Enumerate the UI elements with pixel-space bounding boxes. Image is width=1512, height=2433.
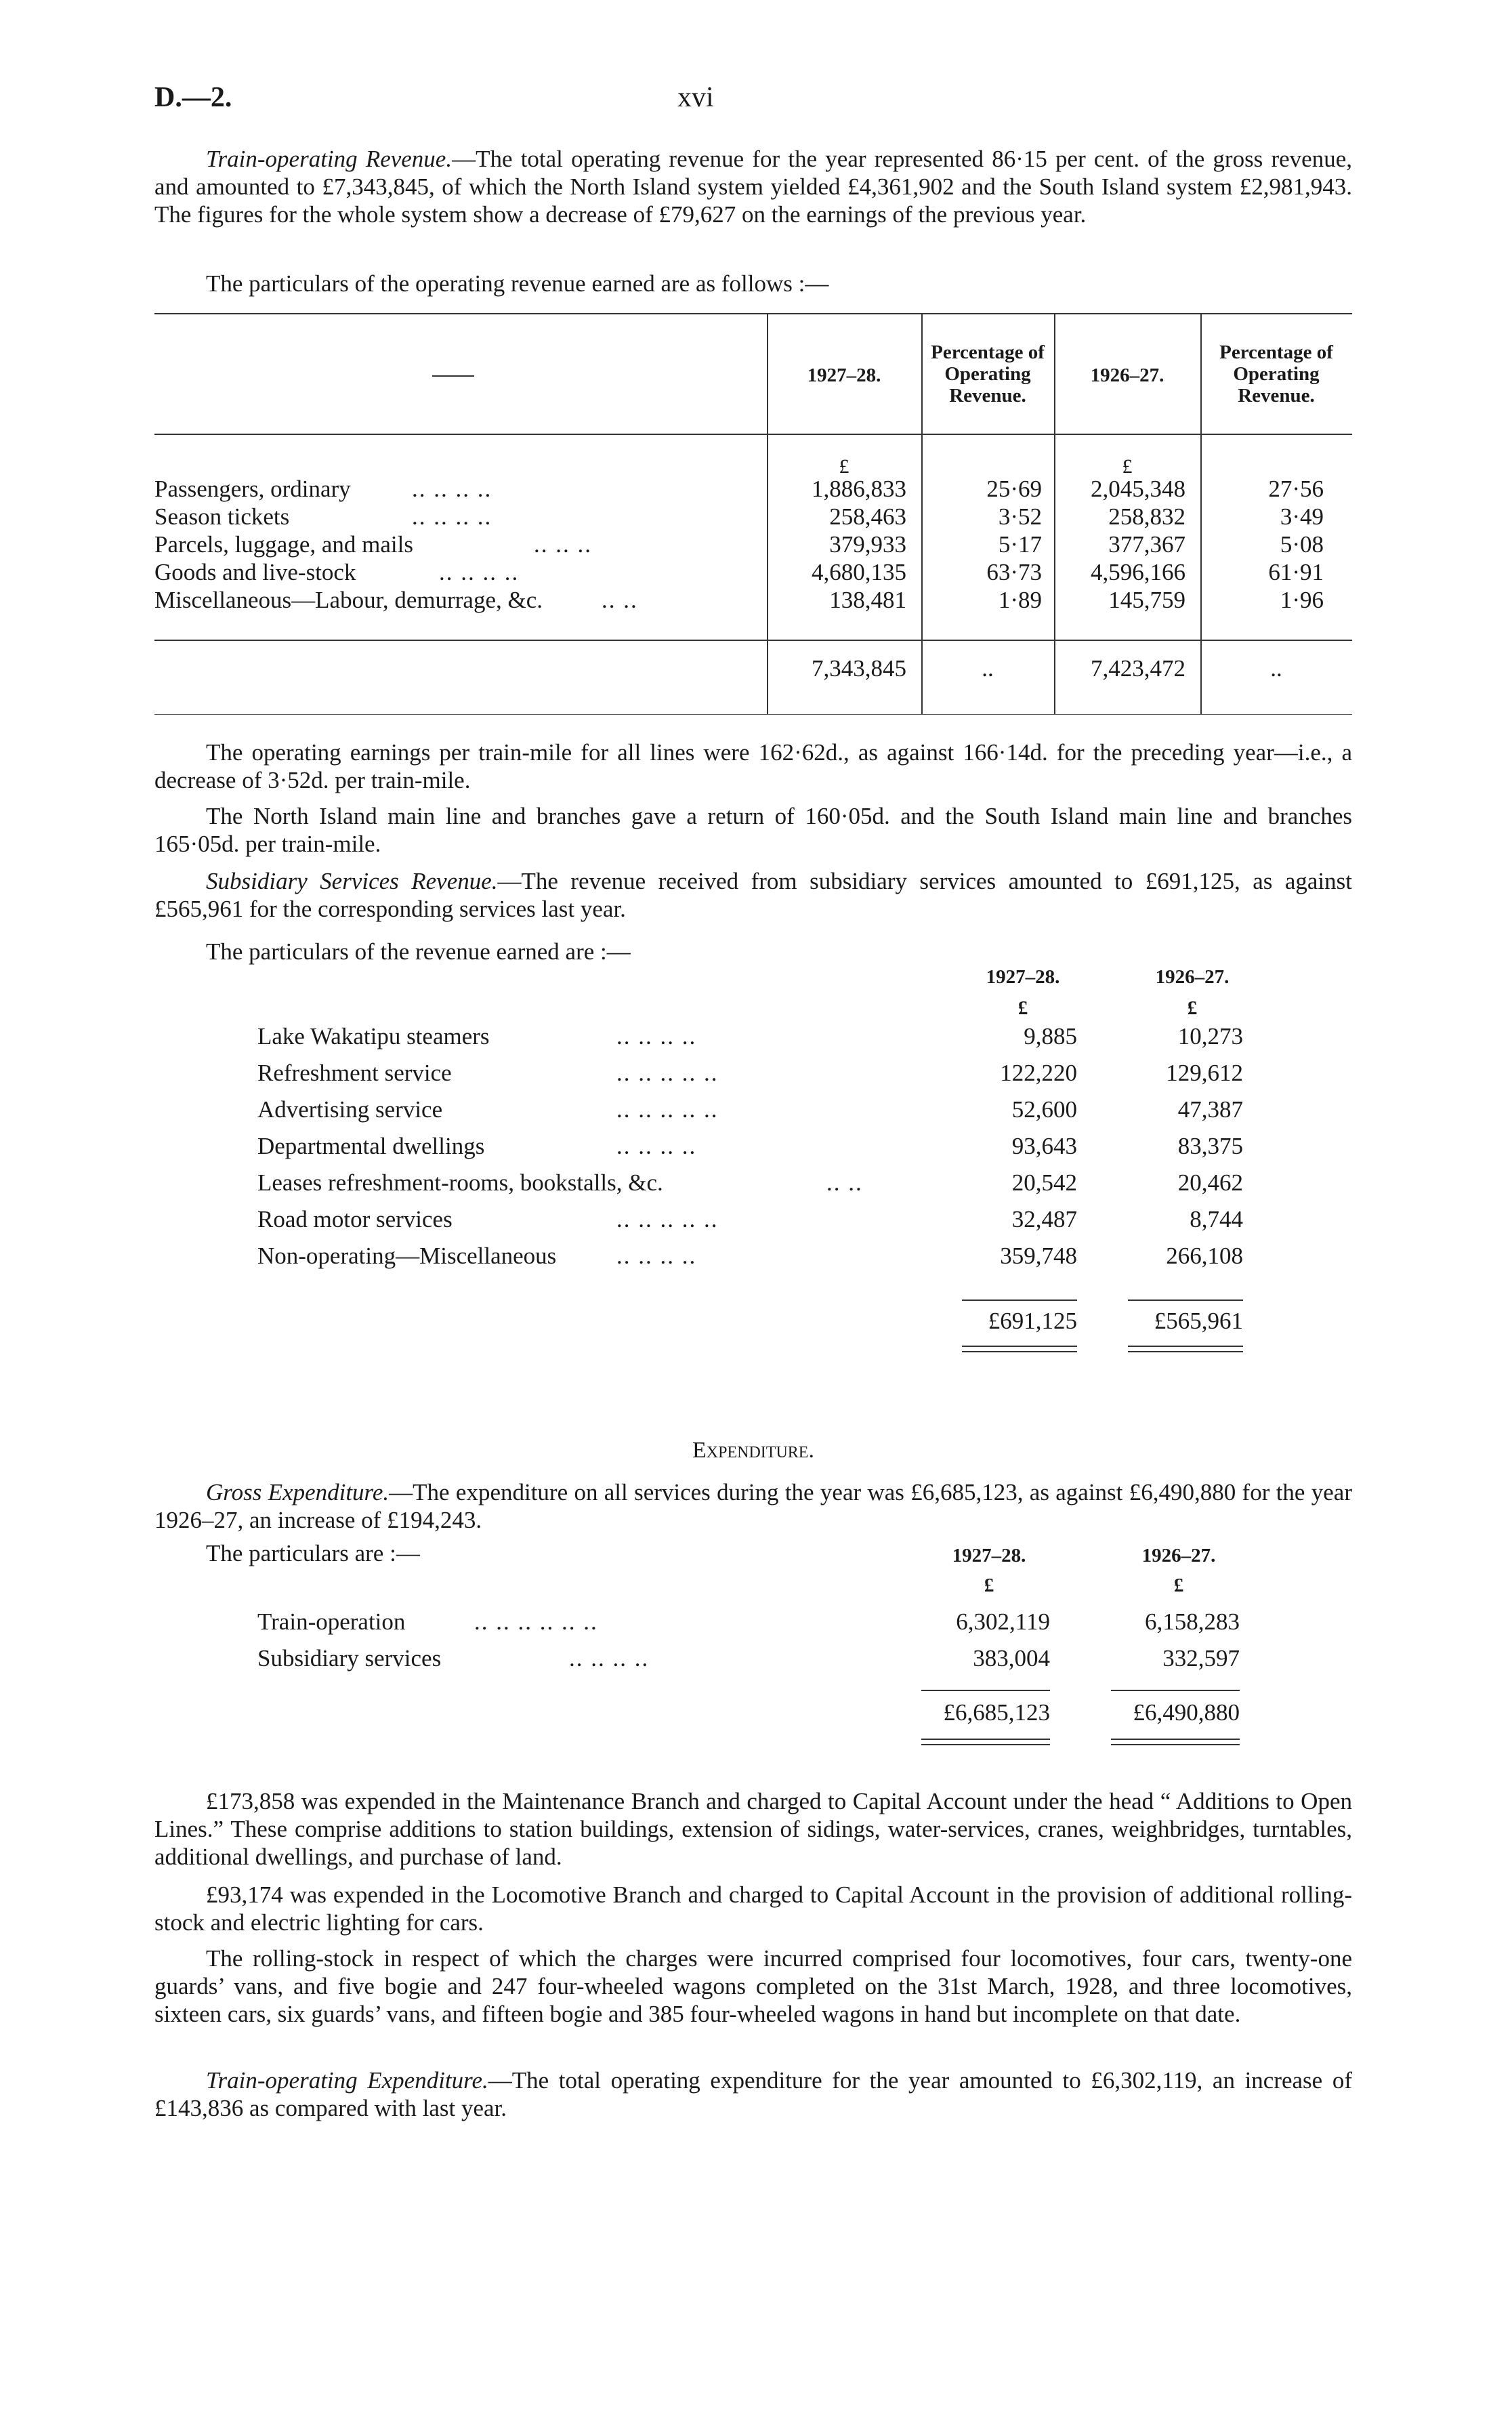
sub-sum-rule-1 <box>962 1299 1077 1301</box>
col-head-1927: 1927–28. <box>807 365 881 386</box>
subsidiary-text: —The revenue received from subsidiary services amounted to £691,125, as against £565,961 for the corresponding services last year. <box>154 868 1352 922</box>
exp-double-rule-2 <box>1111 1739 1240 1745</box>
table-body-rule <box>154 640 1352 641</box>
total-v1: 7,343,845 <box>812 655 906 682</box>
sub-row-label: Refreshment service <box>257 1060 452 1086</box>
sub-row-value-1927: 52,600 <box>1011 1096 1077 1123</box>
sub-row-value-1927: 20,542 <box>1011 1169 1077 1196</box>
exp-row-value-1927: 383,004 <box>973 1645 1050 1671</box>
sub-row-value-1926: 10,273 <box>1177 1023 1243 1049</box>
document-code: D.—2. <box>154 82 232 113</box>
total-p2: .. <box>1270 655 1282 682</box>
row-leader-dots: .. .. .. .. <box>412 476 492 502</box>
exp-row-value-1926: 6,158,283 <box>1145 1608 1240 1635</box>
exp-currency-2: £ <box>1173 1575 1184 1596</box>
train-revenue-paragraph <box>154 145 1352 228</box>
sub-row-label: Non-operating—Miscellaneous <box>257 1243 557 1269</box>
train-mile-text: The operating earnings per train-mile for all lines were 162·62d., as against 166·14d. for the preceding year—i.e., a decrease of 3·52d. per train-mile. <box>154 739 1352 793</box>
sub-row-value-1927: 93,643 <box>1011 1133 1077 1159</box>
row-pct-1927: 5·17 <box>998 531 1042 558</box>
page-number: xvi <box>677 82 714 113</box>
sub-row-value-1926: 20,462 <box>1177 1169 1243 1196</box>
maintenance-text: £173,858 was expended in the Maintenance Branch and charged to Capital Account under the head “ Additions to Open Lines.” These comprise additions to station buildings, extension of sidings, water-services, cranes, weighbridges, turntables, additional dwellings, and purchase of land. <box>154 1788 1352 1870</box>
train-expenditure-heading: Train-operating Expenditure. <box>206 2067 488 2094</box>
train-revenue-text: —The total operating revenue for the year represented 86·15 per cent. of the gross revenue, and amounted to £7,343,845, of which the North Island system yielded £4,361,902 and the South Island system £2,981,943. The figures for the whole system show a decrease of £79,627 on the earnings of the previous year. <box>154 146 1352 228</box>
sub-row-leader: .. .. <box>826 1169 863 1196</box>
sub-total-1926: £565,961 <box>1154 1308 1243 1334</box>
train-revenue-heading: Train-operating Revenue. <box>206 146 453 172</box>
row-value-1926: 2,045,348 <box>1091 476 1185 502</box>
exp-total-1927: £6,685,123 <box>943 1699 1050 1726</box>
total-p1: .. <box>982 655 994 682</box>
row-pct-1927: 3·52 <box>998 503 1042 530</box>
row-pct-1926: 61·91 <box>1268 559 1324 585</box>
col-head-1926: 1926–27. <box>1090 365 1164 386</box>
sub-row-value-1926: 8,744 <box>1190 1206 1243 1232</box>
train-revenue-intro <box>154 270 1352 297</box>
subsidiary-heading: Subsidiary Services Revenue. <box>206 868 498 894</box>
total-v2: 7,423,472 <box>1091 655 1185 682</box>
row-pct-1927: 1·89 <box>998 587 1042 613</box>
row-pct-1926: 5·08 <box>1280 531 1324 558</box>
train-revenue-intro-text: The particulars of the operating revenue earned are as follows :— <box>206 270 829 297</box>
col-head-pct-2: Percentage of Operating Revenue. <box>1219 341 1333 407</box>
row-pct-1927: 63·73 <box>986 559 1042 585</box>
sub-col-1926: 1926–27. <box>1155 966 1230 988</box>
row-pct-1926: 27·56 <box>1268 476 1324 502</box>
row-value-1926: 145,759 <box>1108 587 1185 613</box>
sub-row-leader: .. .. .. .. .. <box>616 1096 719 1123</box>
table-bottom-rule <box>154 714 1352 715</box>
sub-row-value-1927: 122,220 <box>1000 1060 1077 1086</box>
rolling-stock-text: The rolling-stock in respect of which the charges were incurred comprised four locomotives, four cars, twenty-one guards’ vans, and five bogie and 247 four-wheeled wagons completed on the 31st March, 1928, and three locomotives, sixteen cars, six guards’ vans, and fifteen bogie and 385 four-wheeled wagons in hand but incomplete on that date. <box>154 1945 1352 2027</box>
currency-1: £ <box>839 455 849 478</box>
island-return-paragraph <box>154 802 1352 858</box>
operating-revenue-table <box>154 313 1352 720</box>
exp-sum-rule-1 <box>921 1690 1050 1691</box>
row-value-1927: 4,680,135 <box>812 559 906 585</box>
expenditure-title: Expenditure. <box>692 1438 814 1463</box>
sub-row-value-1927: 359,748 <box>1000 1243 1077 1269</box>
sub-sum-rule-2 <box>1128 1299 1243 1301</box>
exp-row-label: Train-operation <box>257 1608 406 1635</box>
locomotive-text: £93,174 was expended in the Locomotive Branch and charged to Capital Account in the provision of additional rolling-stock and electric lighting for cars. <box>154 1881 1352 1936</box>
rolling-stock-paragraph <box>154 1945 1352 2028</box>
exp-sum-rule-2 <box>1111 1690 1240 1691</box>
sub-row-label: Departmental dwellings <box>257 1133 485 1159</box>
sub-row-leader: .. .. .. .. <box>616 1023 697 1049</box>
maintenance-paragraph <box>154 1787 1352 1871</box>
exp-col-1927: 1927–28. <box>952 1545 1026 1566</box>
sub-currency-2: £ <box>1187 997 1198 1019</box>
gross-expenditure-text: —The expenditure on all services during the year was £6,685,123, as against £6,490,880 for the year 1926–27, an increase of £194,243. <box>154 1479 1352 1533</box>
exp-row-value-1927: 6,302,119 <box>956 1608 1050 1635</box>
row-label: Passengers, ordinary <box>154 476 351 502</box>
expenditure-intro-text: The particulars are :— <box>206 1540 420 1566</box>
exp-row-label: Subsidiary services <box>257 1645 442 1671</box>
gross-expenditure-heading: Gross Expenditure. <box>206 1479 390 1505</box>
exp-row-value-1926: 332,597 <box>1162 1645 1240 1671</box>
subsidiary-intro-text: The particulars of the revenue earned are :— <box>206 938 631 965</box>
sub-row-label: Lake Wakatipu steamers <box>257 1023 490 1049</box>
row-value-1927: 258,463 <box>829 503 906 530</box>
col-head-pct-1: Percentage of Operating Revenue. <box>931 341 1045 407</box>
table-header-rule <box>154 434 1352 435</box>
locomotive-paragraph <box>154 1881 1352 1936</box>
row-leader-dots: .. .. .. .. <box>439 559 520 585</box>
row-value-1926: 4,596,166 <box>1091 559 1185 585</box>
row-pct-1926: 1·96 <box>1280 587 1324 613</box>
sub-row-label: Leases refreshment-rooms, bookstalls, &c. <box>257 1169 663 1196</box>
row-pct-1927: 25·69 <box>986 476 1042 502</box>
sub-row-value-1926: 129,612 <box>1166 1060 1243 1086</box>
exp-double-rule-1 <box>921 1739 1050 1745</box>
sub-row-value-1926: 47,387 <box>1177 1096 1243 1123</box>
sub-row-leader: .. .. .. .. <box>616 1133 697 1159</box>
sub-row-value-1927: 9,885 <box>1024 1023 1077 1049</box>
row-leader-dots: .. .. .. .. <box>412 503 492 530</box>
sub-row-value-1926: 266,108 <box>1166 1243 1243 1269</box>
sub-row-leader: .. .. .. .. <box>616 1243 697 1269</box>
table-top-rule <box>154 313 1352 314</box>
island-return-text: The North Island main line and branches gave a return of 160·05d. and the South Island main line and branches 165·05d. per train-mile. <box>154 803 1352 857</box>
currency-2: £ <box>1122 455 1133 478</box>
exp-currency-1: £ <box>984 1575 994 1596</box>
sub-currency-1: £ <box>1017 997 1028 1019</box>
sub-double-rule-1 <box>962 1346 1077 1352</box>
exp-row-leader: .. .. .. .. <box>569 1645 650 1671</box>
sub-row-leader: .. .. .. .. .. <box>616 1060 719 1086</box>
sub-row-value-1926: 83,375 <box>1177 1133 1243 1159</box>
row-value-1927: 1,886,833 <box>812 476 906 502</box>
exp-row-leader: .. .. .. .. .. .. <box>474 1608 598 1635</box>
sub-row-value-1927: 32,487 <box>1011 1206 1077 1232</box>
row-label: Season tickets <box>154 503 290 530</box>
sub-row-label: Advertising service <box>257 1096 443 1123</box>
row-leader-dots: .. .. .. <box>534 531 592 558</box>
column-dash <box>432 375 474 377</box>
sub-row-label: Road motor services <box>257 1206 453 1232</box>
row-value-1926: 258,832 <box>1108 503 1185 530</box>
row-value-1926: 377,367 <box>1108 531 1185 558</box>
row-label: Goods and live-stock <box>154 559 356 585</box>
row-value-1927: 379,933 <box>829 531 906 558</box>
exp-total-1926: £6,490,880 <box>1133 1699 1240 1726</box>
row-leader-dots: .. .. <box>602 587 638 613</box>
exp-col-1926: 1926–27. <box>1141 1545 1216 1566</box>
row-value-1927: 138,481 <box>829 587 906 613</box>
train-expenditure-paragraph <box>154 2066 1352 2122</box>
row-label: Miscellaneous—Labour, demurrage, &c. <box>154 587 543 613</box>
row-pct-1926: 3·49 <box>1280 503 1324 530</box>
train-expenditure-text: —The total operating expenditure for the year amounted to £6,302,119, an increase of £143,836 as compared with last year. <box>154 2067 1352 2121</box>
gross-expenditure-paragraph <box>154 1478 1352 1534</box>
subsidiary-intro <box>154 938 1352 965</box>
sub-row-leader: .. .. .. .. .. <box>616 1206 719 1232</box>
row-label: Parcels, luggage, and mails <box>154 531 413 558</box>
sub-total-1927: £691,125 <box>988 1308 1077 1334</box>
sub-double-rule-2 <box>1128 1346 1243 1352</box>
subsidiary-paragraph <box>154 867 1352 923</box>
sub-col-1927: 1927–28. <box>986 966 1060 988</box>
train-mile-paragraph <box>154 739 1352 794</box>
